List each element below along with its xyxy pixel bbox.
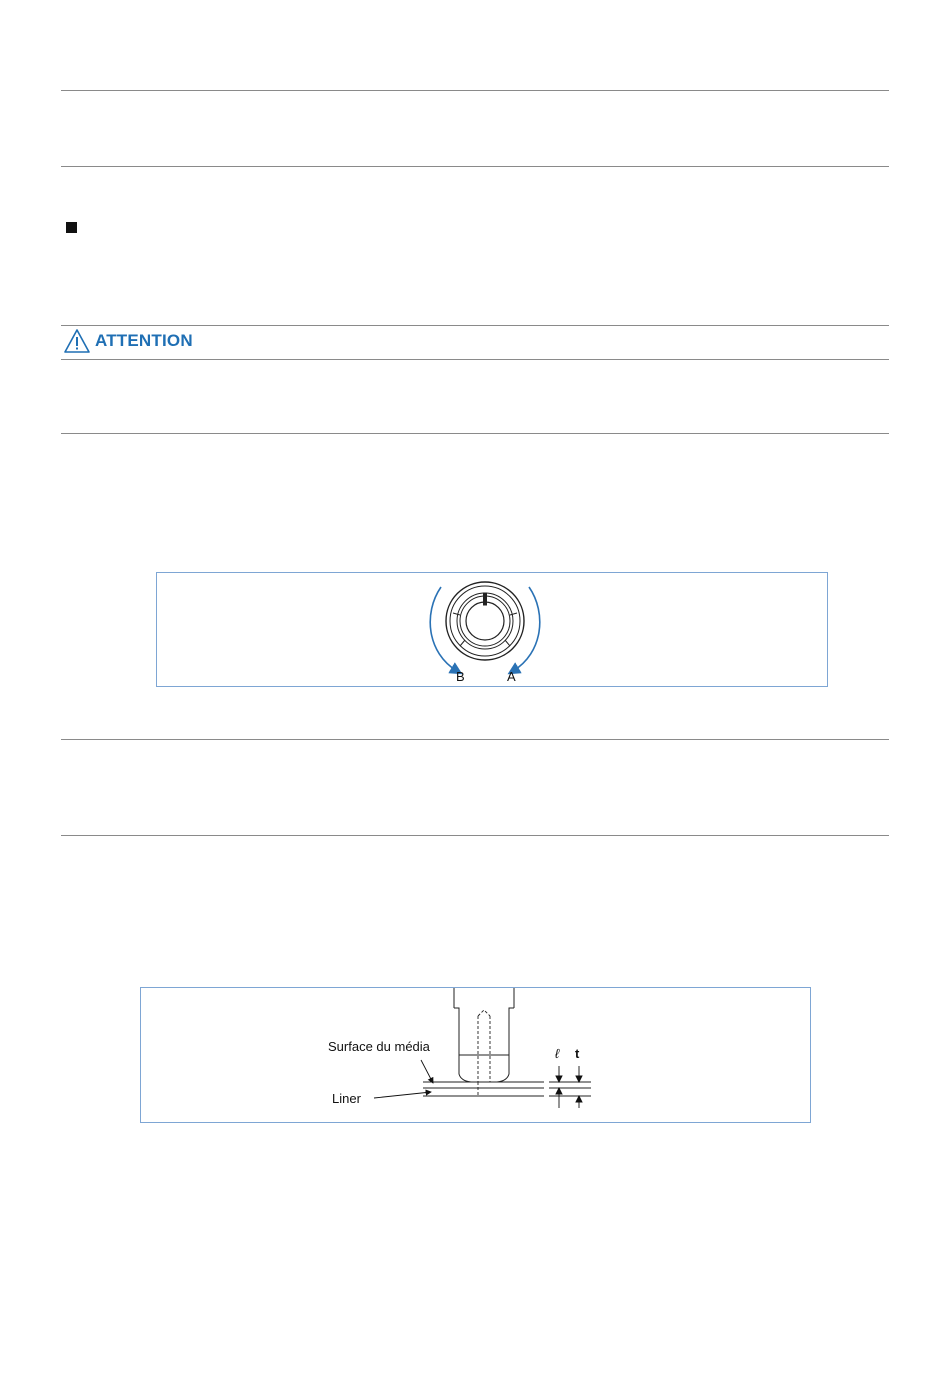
attention-label: ATTENTION: [95, 331, 193, 350]
knob-center: [466, 602, 504, 640]
surface-label: Surface du média: [328, 1039, 430, 1054]
dimension-t-label: t: [575, 1046, 580, 1061]
dimension-l-label: ℓ: [555, 1046, 560, 1061]
section-bullet: [66, 222, 77, 233]
attention-top-rule: [61, 325, 889, 326]
knob-figure: [156, 572, 828, 687]
label-b: B: [456, 669, 465, 684]
knob-diagram: [157, 573, 827, 686]
blade-diagram: [141, 988, 810, 1122]
blade-figure: [140, 987, 811, 1123]
label-a: A: [507, 669, 516, 684]
dimension-markers: [556, 1066, 582, 1108]
attention-bottom-rule: [61, 359, 889, 360]
warning-triangle-icon: [63, 328, 91, 354]
attention-heading: [63, 327, 193, 355]
blade: [478, 1010, 490, 1096]
top-rule: [61, 90, 889, 91]
media-layers: [423, 1082, 591, 1096]
liner-leader: [374, 1092, 431, 1098]
surface-leader: [421, 1060, 433, 1083]
attention-end-rule: [61, 433, 889, 434]
section-rule-2: [61, 739, 889, 740]
section-rule-3: [61, 835, 889, 836]
blade-holder: [454, 988, 514, 1082]
liner-label: Liner: [332, 1091, 361, 1106]
section-rule-1: [61, 166, 889, 167]
